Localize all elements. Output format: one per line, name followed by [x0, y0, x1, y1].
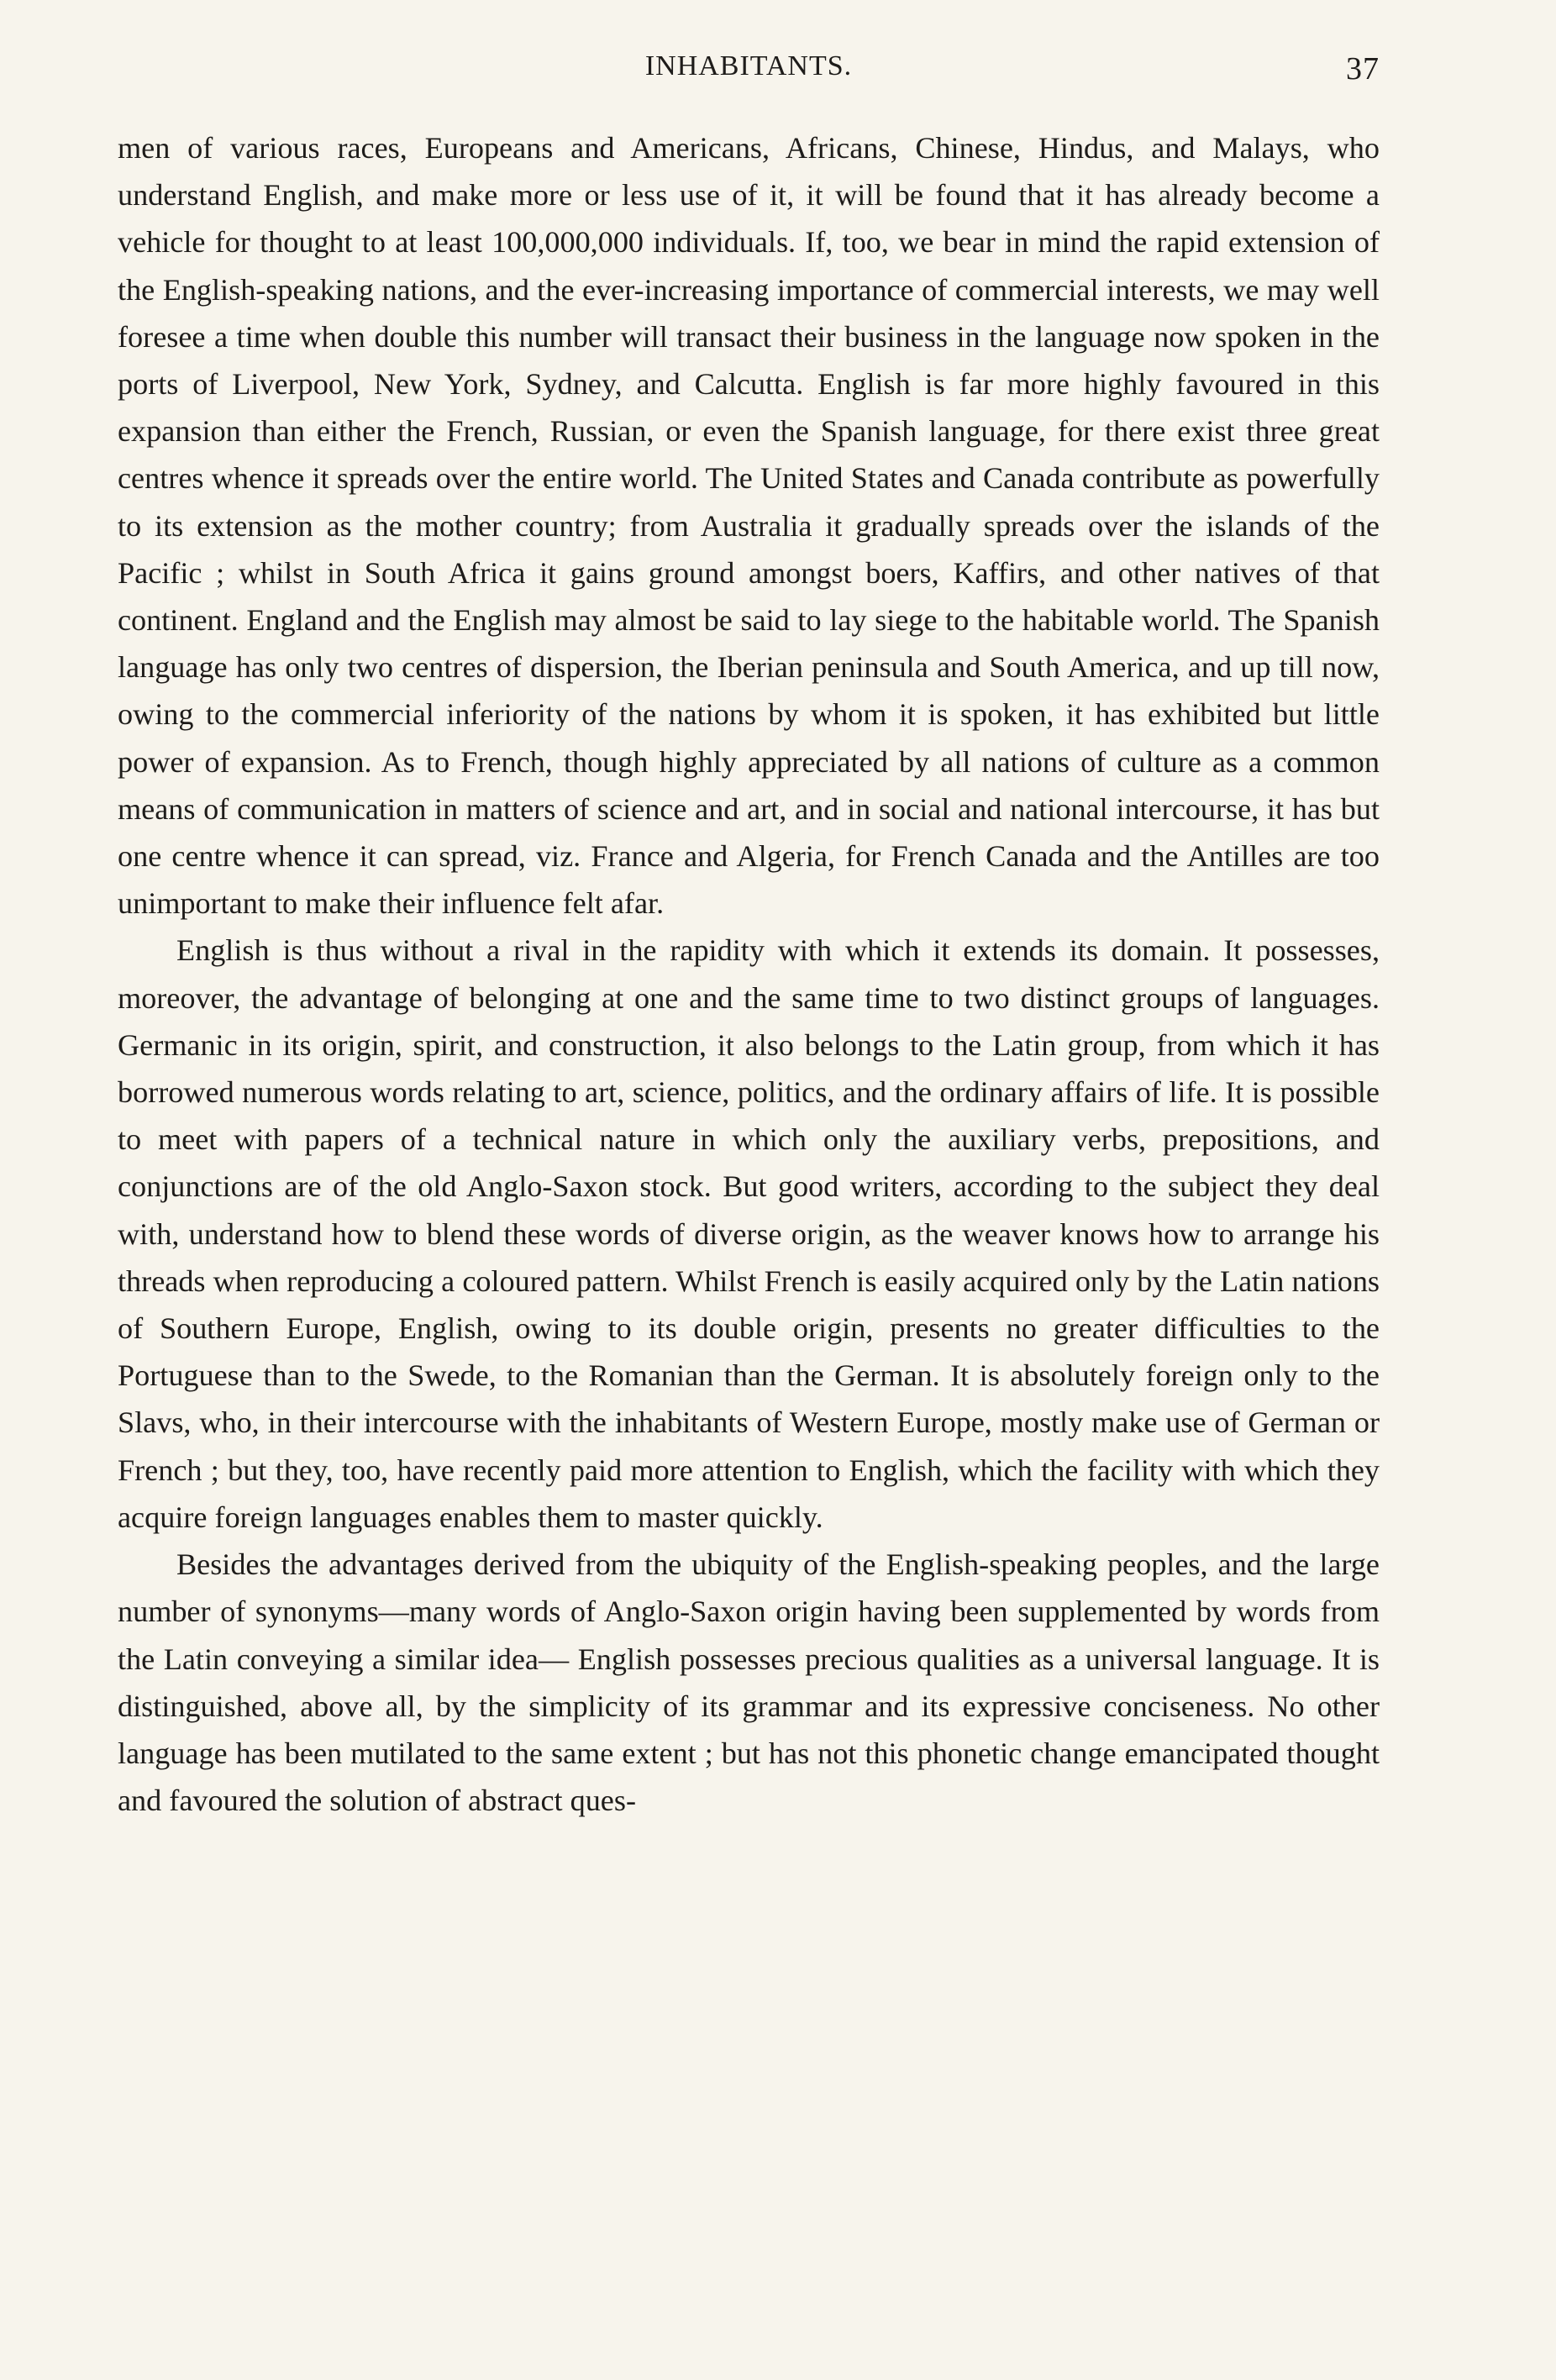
body-text — [118, 124, 1380, 1824]
paragraph-continued: men of various races, Europeans and Americans, Africans, Chinese, Hindus, and Malays, who understand English, and make more or less use of it, it will be found that it has already become a vehicle for thought to at least 100,000,000 individuals. If, too, we bear in mind the rapid extension of the English-speaking nations, and the ever-increasing importance of commercial interests, we may well foresee a time when double this number will transact their business in the language now spoken in the ports of Liverpool, New York, Sydney, and Calcutta. English is far more highly favoured in this expansion than either the French, Russian, or even the Spanish language, for there exist three great centres whence it spreads over the entire world. The United States and Canada contribute as powerfully to its extension as the mother country; from Australia it gradually spreads over the islands of the Pacific ; whilst in South Africa it gains ground amongst boers, Kaffirs, and other natives of that continent. England and the English may almost be said to lay siege to the habitable world. The Spanish language has only two centres of dispersion, the Iberian peninsula and South America, and up till now, owing to the commercial inferiority of the nations by whom it is spoken, it has exhibited but little power of expansion. As to French, though highly appreciated by all nations of culture as a common means of communication in matters of science and art, and in social and national intercourse, it has but one centre whence it can spread, viz. France and Algeria, for French Canada and the Antilles are too unimportant to make their influence felt afar. — [118, 131, 1380, 921]
running-head — [118, 44, 1380, 94]
book-page — [118, 44, 1380, 2346]
paragraph: English is thus without a rival in the rapidity with which it extends its domain. It possesses, moreover, the advantage of belonging at one and the same time to two distinct groups of languages. Germanic in its origin, spirit, and construction, it also belongs to the Latin group, from which it has borrowed numerous words relating to art, science, politics, and the ordinary affairs of life. It is possible to meet with papers of a technical nature in which only the auxiliary verbs, prepositions, and conjunctions are of the old Anglo-Saxon stock. But good writers, according to the subject they deal with, understand how to blend these words of diverse origin, as the weaver knows how to arrange his threads when reproducing a coloured pattern. Whilst French is easily acquired only by the Latin nations of Southern Europe, English, owing to its double origin, presents no greater difficulties to the Portuguese than to the Swede, to the Romanian than the German. It is absolutely foreign only to the Slavs, who, in their intercourse with the inhabitants of Western Europe, mostly make use of German or French ; but they, too, have recently paid more attention to English, which the facility with which they acquire foreign languages enables them to master quickly. — [118, 933, 1380, 1534]
running-title: INHABITANTS. — [644, 50, 853, 81]
page-number: 37 — [1346, 51, 1380, 87]
paragraph: Besides the advantages derived from the ubiquity of the English-speaking peoples, and the large number of synonyms—many words of Anglo-Saxon origin having been supplemented by words from the Latin conveying a similar idea— English possesses precious qualities as a universal language. It is distinguished, above all, by the simplicity of its grammar and its expressive conciseness. No other language has been mutilated to the same extent ; but has not this phonetic change emancipated thought and favoured the solution of abstract ques- — [118, 1547, 1380, 1818]
